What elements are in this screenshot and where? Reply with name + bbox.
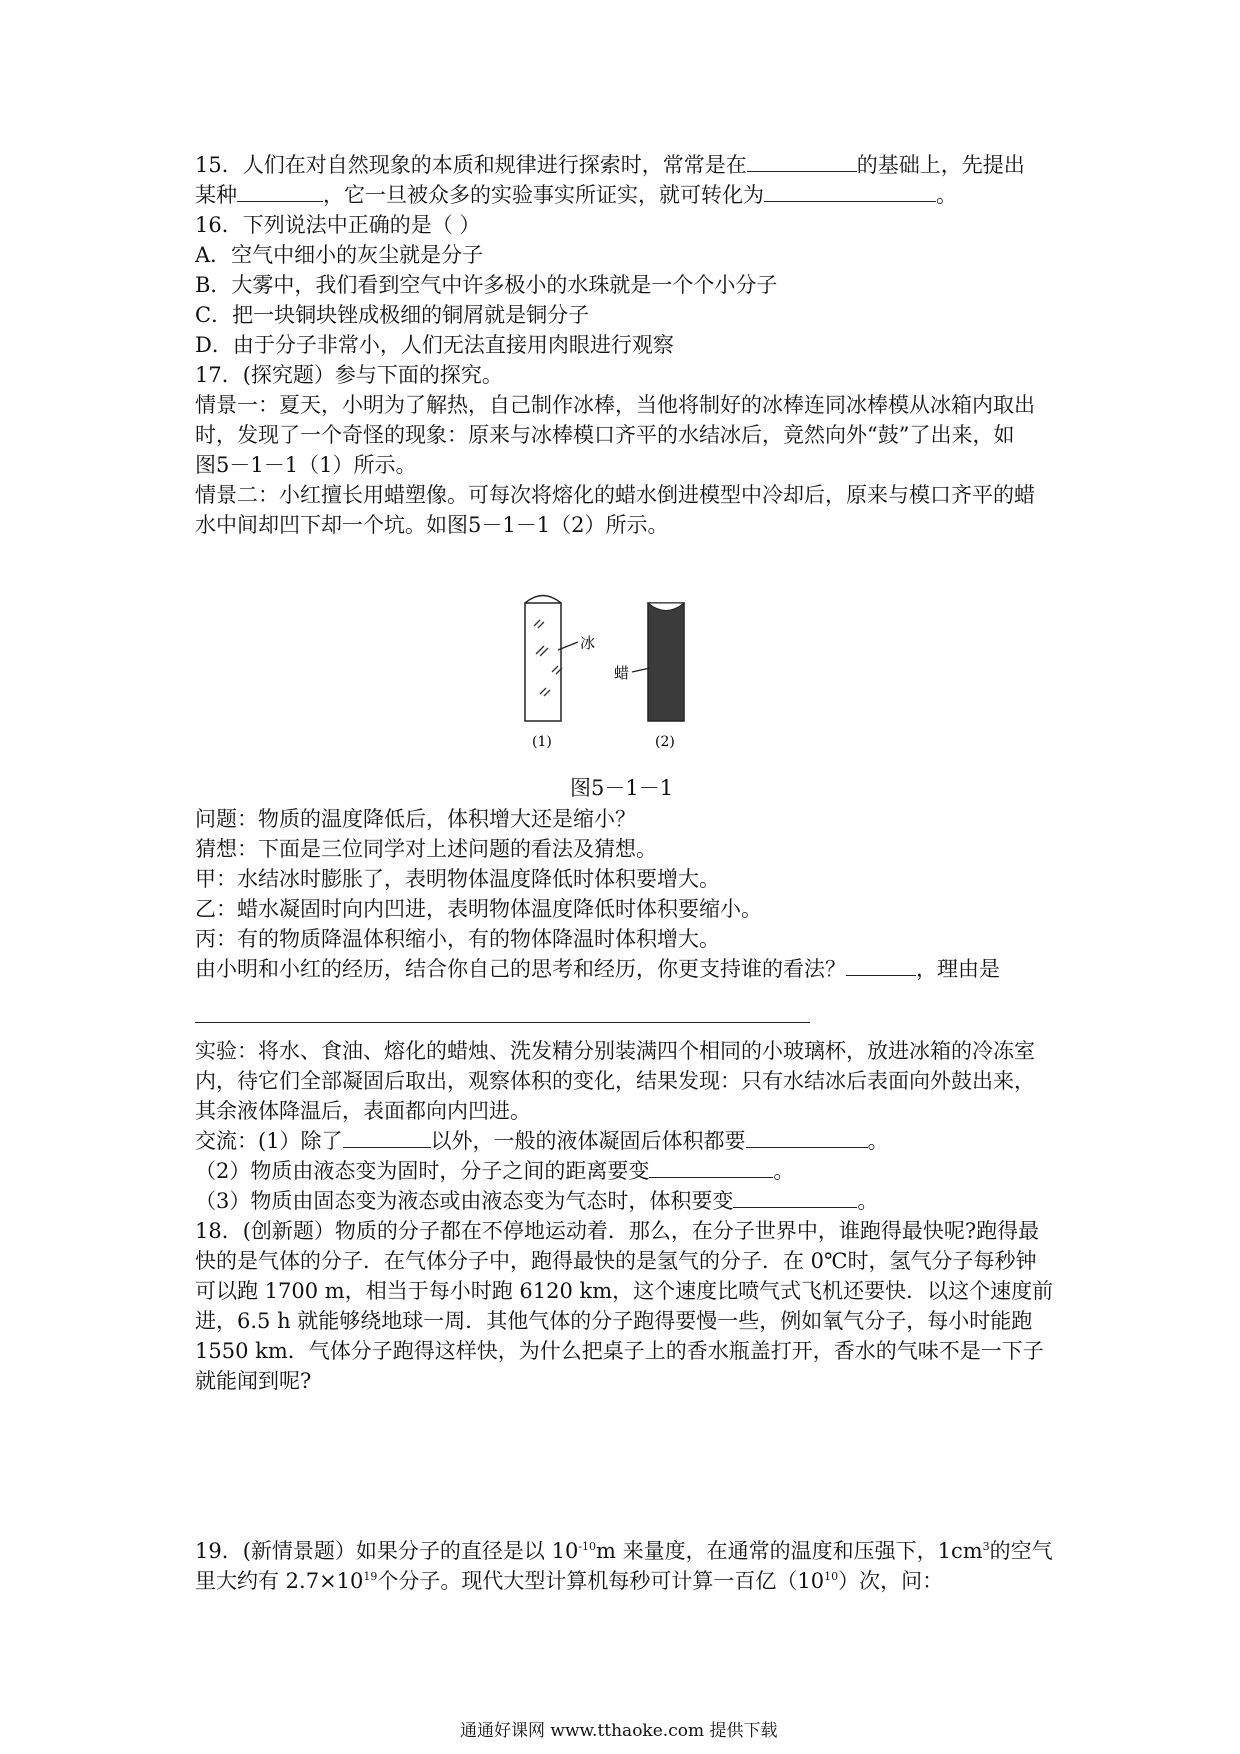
q17-stem: 17．(探究题）参与下面的探究。 [195,363,503,387]
q17-scene2-line: 水中间却凹下却一个坑。如图5－1－1（2）所示。 [195,513,669,537]
answer-blank-reason[interactable] [195,1022,810,1023]
exchange-text: 。 [773,1159,795,1183]
q15-text: 15．人们在对自然现象的本质和规律进行探索时，常常是在 [195,153,747,177]
figure-caption: 图5－1－1 [570,776,674,800]
q19-exponent: 10 [824,1570,839,1583]
q19-line-1 [195,1536,1055,1566]
q17-scene2-line: 情景二：小红擅长用蜡塑像。可每次将熔化的蜡水倒进模型中冷却后，原来与模口齐平的蜡 [195,483,1035,507]
q17-support-text: 由小明和小红的经历，结合你自己的思考和经历，你更支持谁的看法？ [195,957,846,981]
q16-option-d: D．由于分子非常小，人们无法直接用肉眼进行观察 [195,333,674,357]
q17-experiment-line: 实验：将水、食油、熔化的蜡烛、洗发精分别装满四个相同的小玻璃杯，放进冰箱的冷冻室 [195,1039,1035,1063]
q18-line: 18．(创新题）物质的分子都在不停地运动着．那么，在分子世界中，谁跑得最快呢?跑得最 [195,1219,1040,1243]
q17-support [195,954,1055,984]
q19-line-2 [195,1566,1055,1596]
q19-exponent: -10 [578,1540,597,1553]
exchange-text: （2）物质由液态变为固时，分子之间的距离要变 [195,1159,650,1183]
q16-option-a: A．空气中细小的灰尘就是分子 [195,243,484,267]
exchange-text: 交流：(1）除了 [195,1129,343,1153]
q17-scene1-line: 时，发现了一个奇怪的现象：原来与冰棒模口齐平的水结冰后，竟然向外“鼓”了出来，如 [195,423,1015,447]
q18-line: 快的是气体的分子．在气体分子中，跑得最快的是氢气的分子．在 0℃时，氢气分子每秒钟 [195,1249,1037,1273]
q17-guess: 猜想：下面是三位同学对上述问题的看法及猜想。 [195,837,657,861]
q19-text: 19．(新情景题）如果分子的直径是以 10 [195,1539,579,1563]
exchange-text: （3）物质由固态变为液态或由液态变为气态时，体积要变 [195,1189,734,1213]
q17-bing: 丙：有的物质降温体积缩小，有的物体降温时体积增大。 [195,927,720,951]
answer-blank[interactable] [733,1187,857,1208]
wax-mold [648,603,684,721]
answer-blank[interactable] [343,1127,431,1148]
answer-blank[interactable] [764,181,936,202]
q15-text: 。 [936,183,957,207]
q19-text: 里大约有 2.7×10 [195,1569,364,1593]
page-footer: 通通好课网 www.tthaoke.com 提供下载 [460,1721,778,1741]
q17-yi: 乙：蜡水凝固时向内凹进，表明物体温度降低时体积要缩小。 [195,897,762,921]
exchange-text: 。 [857,1189,879,1213]
q15-line-1 [195,150,1055,180]
mold-diagram [518,592,748,752]
q15-line-2 [195,180,1055,210]
q17-scene1-line: 图5－1－1（1）所示。 [195,453,417,477]
q17-question: 问题：物质的温度降低后，体积增大还是缩小？ [195,807,636,831]
q17-exchange-3 [195,1186,1055,1216]
figure-sublabel-2: (2) [655,734,675,750]
q18-line: 进，6.5 h 就能够绕地球一周．其他气体的分子跑得要慢一些，例如氧气分子，每小时能跑 [195,1309,1033,1333]
q18-line: 就能闻到呢? [195,1369,312,1393]
q15-text: ，它一旦被众多的实验事实所证实，就可转化为 [323,183,764,207]
q17-exchange-1 [195,1126,1055,1156]
wax-label: 蜡 [614,664,630,682]
answer-blank[interactable] [846,955,916,976]
q17-experiment-line: 其余液体降温后，表面都向内凹进。 [195,1099,531,1123]
q19-text: 的空气 [989,1539,1053,1563]
q16-stem: 16．下列说法中正确的是（ ） [195,213,481,237]
figure-5-1-1 [518,592,748,752]
q17-exchange-2 [195,1156,1055,1186]
figure-sublabel-1: (1) [532,734,552,750]
q19-exponent: 3 [982,1540,990,1553]
answer-blank[interactable] [237,181,323,202]
q15-text: 某种 [195,183,237,207]
ice-label: 冰 [580,634,596,652]
q19-text: m 来量度，在通常的温度和压强下，1cm [596,1539,983,1563]
exchange-text: 。 [867,1129,889,1153]
exchange-text: 以外，一般的液体凝固后体积都要 [430,1129,746,1153]
q17-jia: 甲：水结冰时膨胀了，表明物体温度降低时体积要增大。 [195,867,720,891]
q19-text: 个分子。现代大型计算机每秒可计算一百亿（10 [377,1569,825,1593]
q19-text: ）次，问： [838,1569,944,1593]
answer-blank[interactable] [747,151,857,172]
q16-option-b: B．大雾中，我们看到空气中许多极小的水珠就是一个个小分子 [195,273,778,297]
q19-exponent: 19 [363,1570,378,1583]
answer-blank[interactable] [649,1157,773,1178]
ice-bulge [525,596,561,604]
q17-scene1-line: 情景一：夏天，小明为了解热，自己制作冰棒，当他将制好的冰棒连同冰棒模从冰箱内取出 [195,393,1035,417]
ice-mold [525,603,561,721]
q17-experiment-line: 内，待它们全部凝固后取出，观察体积的变化，结果发现：只有水结冰后表面向外鼓出来， [195,1069,1035,1093]
q16-option-c: C．把一块铜块锉成极细的铜屑就是铜分子 [195,303,590,327]
answer-blank[interactable] [746,1127,868,1148]
q17-support-text: ，理由是 [916,957,1000,981]
q15-text: 的基础上，先提出 [856,153,1025,177]
q18-line: 1550 km．气体分子跑得这样快，为什么把桌子上的香水瓶盖打开，香水的气味不是一下子 [195,1339,1044,1363]
q18-line: 可以跑 1700 m，相当于每小时跑 6120 km，这个速度比喷气式飞机还要快．以这个速度前 [195,1279,1054,1303]
